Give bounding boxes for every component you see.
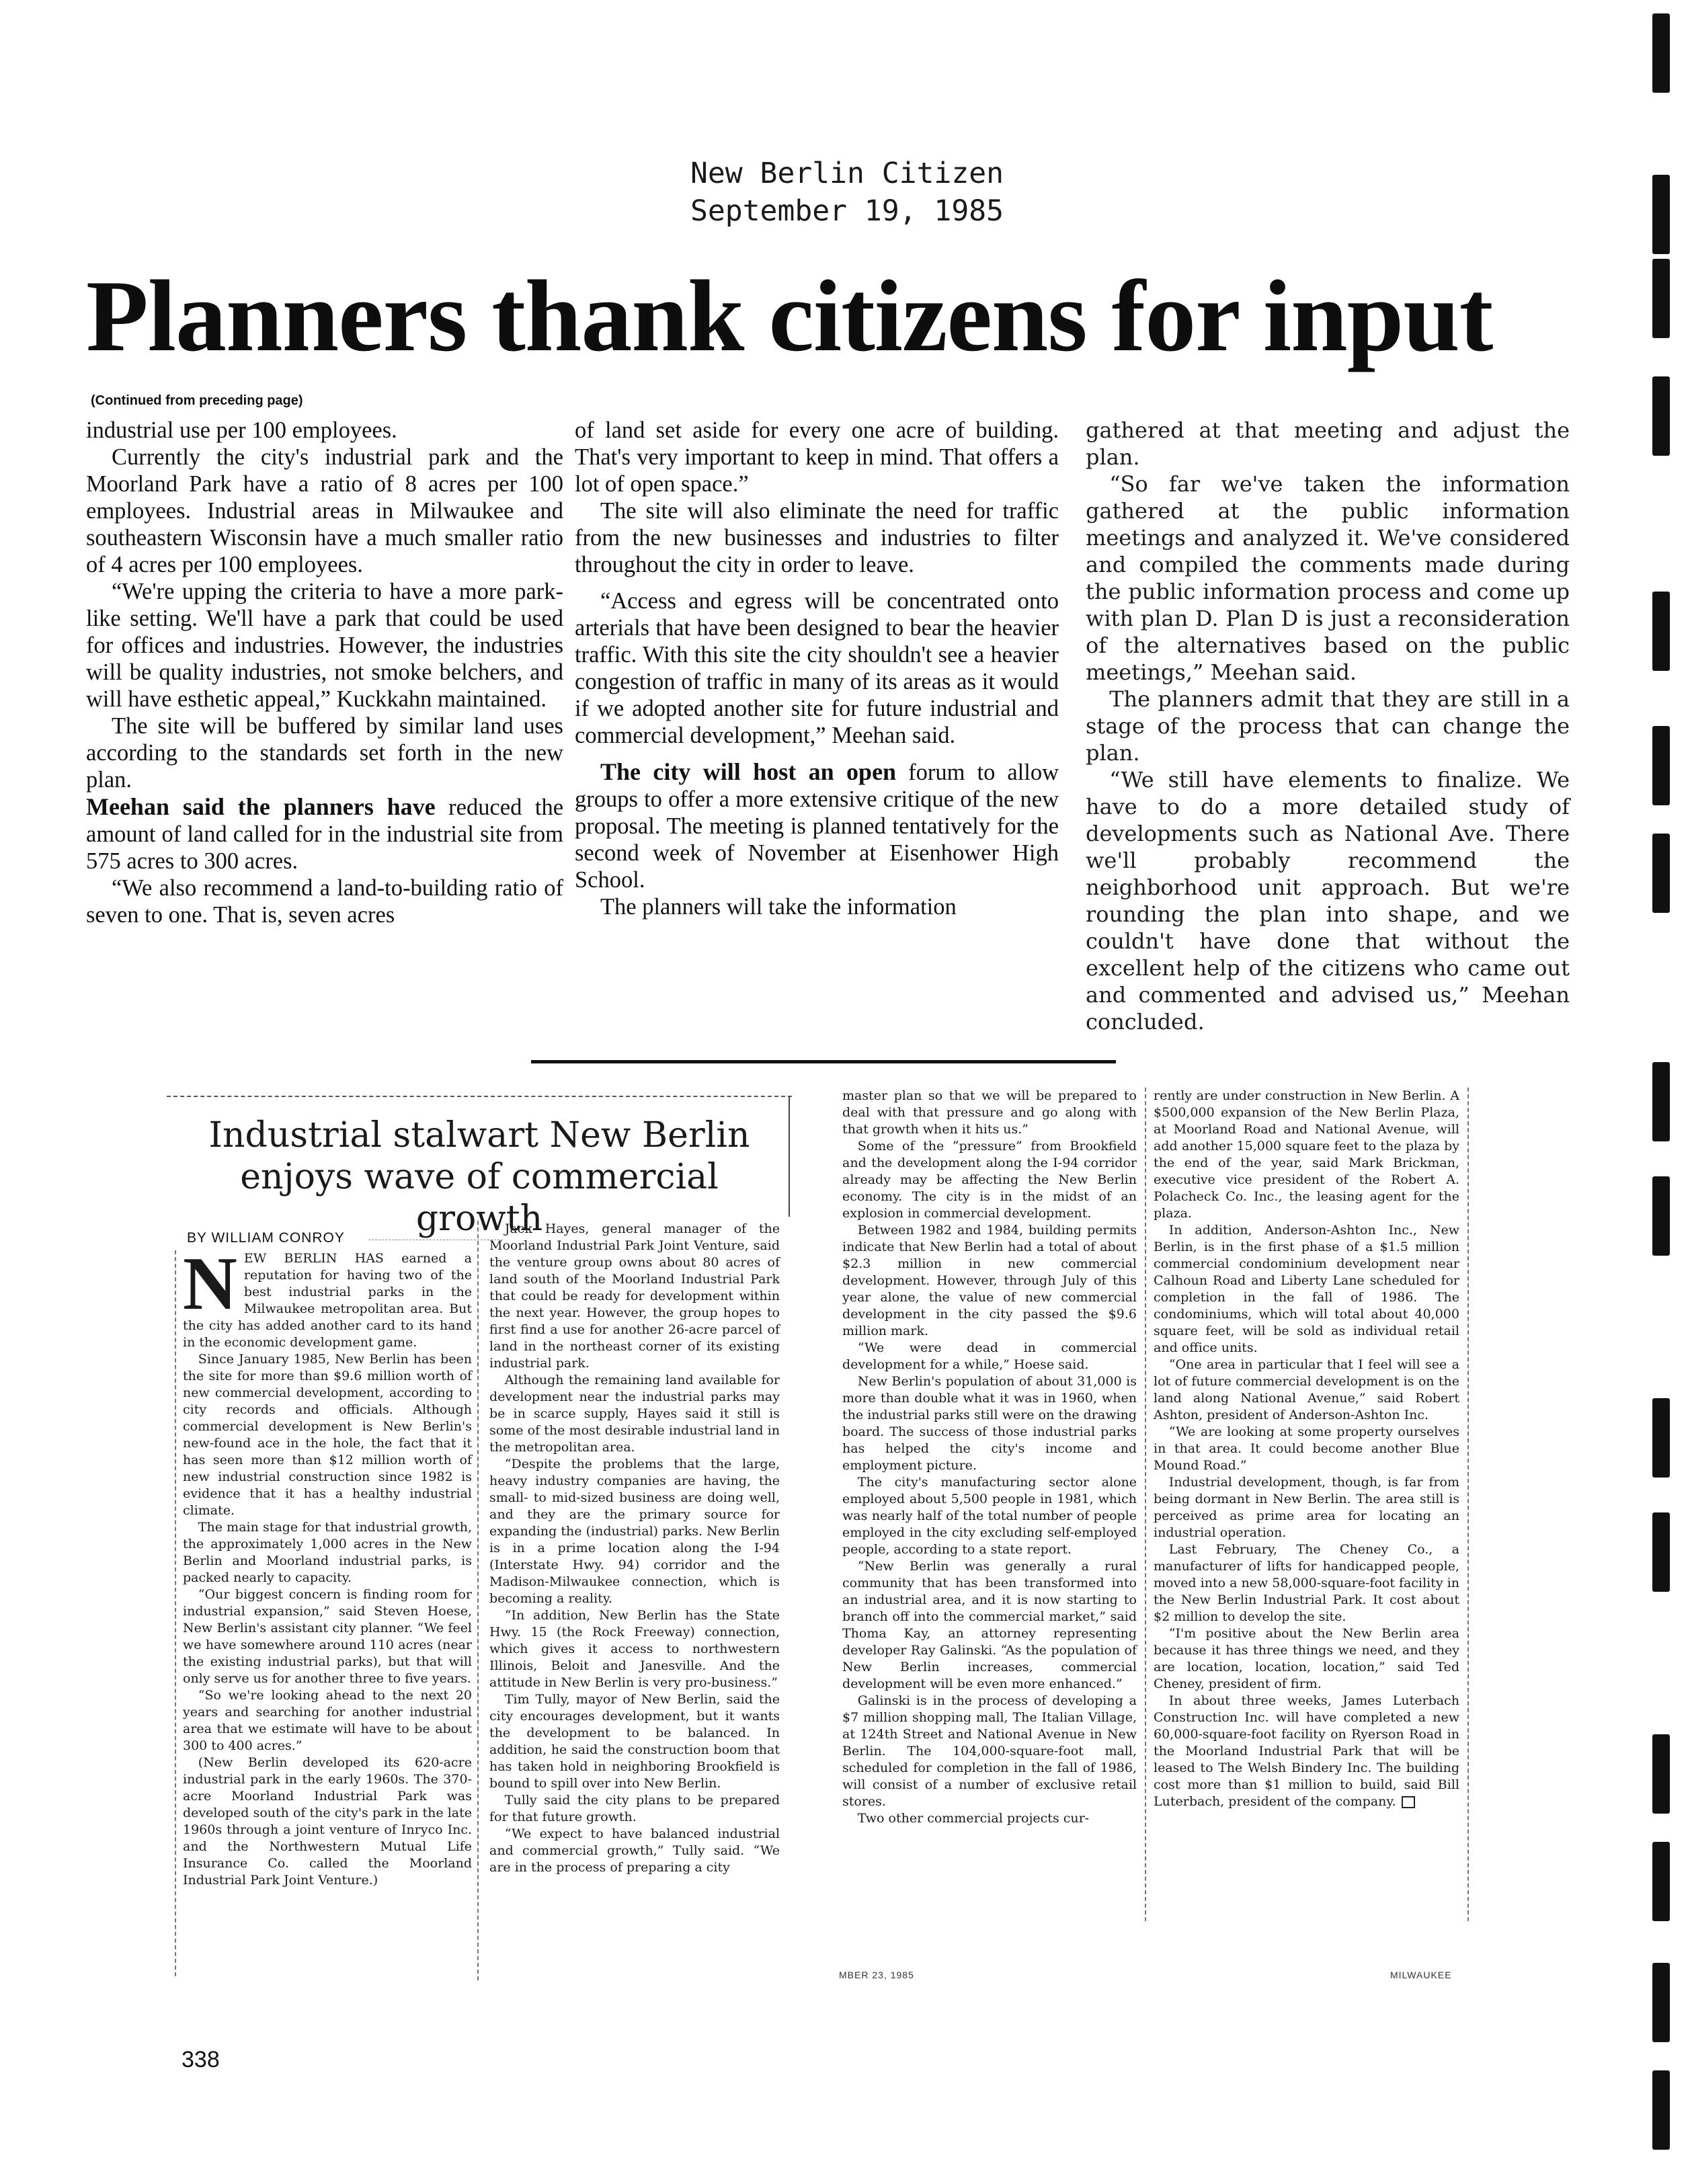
magazine-clipping <box>167 1088 1471 1990</box>
article-column-3 <box>1086 417 1570 1035</box>
paragraph: “We are looking at some property ourselves in that area. It could become another Blue Mound Road.” <box>1154 1424 1459 1473</box>
lead-text: forum to allow groups to offer a more extensive critique of the new proposal. The meeting is planned tentatively for the second week of November at Eisenhower High School. <box>575 760 1059 893</box>
publication-date: September 19, 1985 <box>690 194 1004 228</box>
paragraph: “We still have elements to finalize. We have to do a more detailed study of developments such as National Ave. There we'll probably recommend the neighborhood unit approach. But we're rounding the plan into shape, and we couldn't have done that without the excellent help of the citizens who came out and commented and advised us,” Meehan concluded. <box>1086 767 1570 1035</box>
source-line <box>632 155 1062 230</box>
article-column-2 <box>575 417 1059 920</box>
binding-mark <box>1652 1963 1670 2042</box>
publication-name: New Berlin Citizen <box>690 157 1004 190</box>
clipping-footer-publication: MILWAUKEE <box>1390 1970 1452 1980</box>
paragraph: “One area in particular that I feel will see a lot of future commercial development is on the land along National Avenue,” said Robert Ashton, president of Anderson-Ashton Inc. <box>1154 1357 1459 1422</box>
page-number: 338 <box>182 2047 220 2072</box>
lead-in: The city will host an open <box>600 758 897 785</box>
paragraph: The planners admit that they are still in a stage of the process that can change the plan. <box>1086 686 1570 766</box>
clipping-column-4 <box>1154 1088 1459 1810</box>
end-mark-icon <box>1402 1796 1415 1808</box>
binding-mark <box>1652 1512 1670 1592</box>
clipping-headline-line: enjoys wave of commercial growth <box>240 1157 719 1239</box>
paragraph: Last February, The Cheney Co., a manufacturer of lifts for handicapped people, moved into a new 58,000-square-foot facility in the New Berlin Industrial Park. It cost about $2 million to develop the site. <box>1154 1542 1459 1624</box>
paragraph: rently are under construction in New Berlin. A $500,000 expansion of the New Berlin Plaza, at Moorland Road and National Avenue, will add another 15,000 square feet to the plaza by the end of the year, said Mark Brickman, executive vice president of the Robert A. Polacheck Co. Inc., the leasing agent for the plaza. <box>1154 1088 1459 1221</box>
clipping-footer-date: MBER 23, 1985 <box>839 1970 914 1980</box>
lead-in: Meehan said the planners have <box>86 793 436 820</box>
binding-mark <box>1652 1062 1670 1141</box>
paragraph: “We were dead in commercial development for a while,” Hoese said. <box>842 1340 1137 1372</box>
column-separator <box>1145 1088 1146 1921</box>
continued-note: (Continued from preceding page) <box>91 393 303 408</box>
binding-mark <box>1652 175 1670 254</box>
paragraph: The site will be buffered by similar land uses according to the standards set forth in the new plan. <box>86 713 563 793</box>
binding-mark <box>1652 13 1670 93</box>
binding-mark <box>1652 834 1670 913</box>
paragraph: “In addition, New Berlin has the State Hwy. 15 (the Rock Freeway) connection, which gives it access to northwestern Illinois, Beloit and Janesville. And the attitude in New Berlin is very pro-business.” <box>489 1608 780 1690</box>
binding-mark <box>1652 2070 1670 2150</box>
paragraph: “We also recommend a land-to-building ratio of seven to one. That is, seven acres <box>86 875 563 928</box>
lead-text: reduced the amount of land called for in the industrial site from 575 acres to 300 acres. <box>86 795 564 874</box>
paragraph: New Berlin's population of about 31,000 is more than double what it was in 1960, when the industrial parks still were on the drawing board. The success of those industrial parks has helped the city's income and employment picture. <box>842 1374 1137 1473</box>
section-divider <box>531 1060 1116 1063</box>
paragraph: “Access and egress will be concentrated onto arterials that have been designed to bear the heavier traffic. With this site the city shouldn't see a heavier congestion of traffic in many of its areas as it would if we adopted another site for future industrial and commercial development,” Meehan said. <box>575 588 1059 748</box>
binding-marks <box>1652 0 1673 2184</box>
clipping-column-1 <box>183 1242 472 1889</box>
paragraph: The main stage for that industrial growth, the approximately 1,000 acres in the New Berlin and Moorland industrial parks, is packed nearly to capacity. <box>183 1520 472 1585</box>
paragraph: Jack Hayes, general manager of the Moorland Industrial Park Joint Venture, said the venture group owns about 80 acres of land south of the Moorland Industrial Park that could be ready for development within the next year. However, the group hopes to first find a use for another 26-acre parcel of land in the northeast corner of its existing industrial park. <box>489 1221 780 1371</box>
paragraph: “Despite the problems that the large, heavy industry companies are having, the small- to mid-sized business are doing well, and they are the primary source for expanding the (industrial) parks. New Berlin is in a prime location along the I-94 (Interstate Hwy. 94) corridor and the Madison-Milwaukee connection, which is becoming a reality. <box>489 1457 780 1606</box>
paragraph: (New Berlin developed its 620-acre industrial park in the early 1960s. The 370-acre Moorland Industrial Park was developed south of the city's park in the late 1960s through a joint venture of Inryco Inc. and the Northwestern Mutual Life Insurance Co. called the Moorland Industrial Park Joint Venture.) <box>183 1755 472 1888</box>
article-column-1 <box>86 417 563 928</box>
binding-mark <box>1652 592 1670 671</box>
binding-mark <box>1652 1734 1670 1814</box>
binding-mark <box>1652 1398 1670 1478</box>
paragraph: Some of the “pressure” from Brookfield and the development along the I-94 corridor already may be affecting the New Berlin economy. The city is in the midst of an explosion in commercial development. <box>842 1139 1137 1221</box>
binding-mark <box>1652 1176 1670 1256</box>
binding-mark <box>1652 1842 1670 1921</box>
paragraph: The planners will take the information <box>600 894 957 920</box>
paragraph: Between 1982 and 1984, building permits indicate that New Berlin had a total of about $2.3 million in new commercial development. However, through July of this year alone, the value of new commercial development in the city passed the $9.6 million mark. <box>842 1223 1137 1338</box>
lead-text: EW BERLIN HAS earned a reputation for having two of the best industrial parks in the Milwaukee metropolitan area. But the city has added another card to its hand in the economic development game. <box>183 1251 472 1350</box>
paragraph: “So far we've taken the information gathered at the public information meetings and analyzed it. We've considered and compiled the comments made during the public information process and come up with plan D. Plan D is just a reconsideration of the alternatives based on the public meetings,” Meehan said. <box>1086 471 1570 685</box>
paragraph-text: In about three weeks, James Luterbach Construction Inc. will have completed a new 60,000-square-foot facility on Ryerson Road in the Moorland Industrial Park that will be leased to The Welsh Bindery Inc. The building cost more than $1 million to build, said Bill Luterbach, president of the company. <box>1154 1693 1459 1809</box>
paragraph: Tully said the city plans to be prepared for that future growth. <box>489 1793 780 1824</box>
paragraph: industrial use per 100 employees. <box>86 417 397 443</box>
paragraph: “We're upping the criteria to have a more park-like setting. We'll have a park that could be used for offices and industries. However, the industries will be quality industries, not smoke belchers, and will have esthetic appeal,” Kuckkahn maintained. <box>86 579 563 712</box>
column-separator <box>1467 1088 1469 1921</box>
paragraph: “We expect to have balanced industrial and commercial growth,” Tully said. “We are in the process of preparing a city <box>489 1826 780 1875</box>
column-separator <box>477 1221 479 1980</box>
paragraph: Two other commercial projects cur- <box>857 1811 1090 1826</box>
paragraph: Industrial development, though, is far from being dormant in New Berlin. The area still is perceived as prime area for locating an industrial operation. <box>1154 1475 1459 1540</box>
paragraph: “So we're looking ahead to the next 20 years and searching for another industrial area that we estimate will have to be about 300 to 400 acres.” <box>183 1688 472 1753</box>
paragraph <box>1154 1693 1459 1810</box>
clipping-headline-line: Industrial stalwart New Berlin <box>208 1115 750 1156</box>
headline: Planners thank citizens for input <box>86 259 1493 372</box>
clipping-border <box>167 1096 792 1098</box>
paragraph <box>575 758 1059 893</box>
binding-mark <box>1652 376 1670 456</box>
paragraph: Tim Tully, mayor of New Berlin, said the city encourages development, but it wants the development to be balanced. In addition, he said the construction boom that has taken hold in neighboring Brookfield is bound to spill over into New Berlin. <box>489 1692 780 1791</box>
paragraph: gathered at that meeting and adjust the plan. <box>1086 417 1570 470</box>
binding-mark <box>1652 726 1670 805</box>
clipping-border <box>789 1096 791 1217</box>
drop-cap: N <box>183 1242 237 1326</box>
byline: BY WILLIAM CONROY <box>187 1230 345 1246</box>
paragraph <box>86 793 563 875</box>
paragraph: The city's manufacturing sector alone employed about 5,500 people in 1981, which was nearly half of the total number of people employed in the city excluding self-employed people, according to a state report. <box>842 1475 1137 1557</box>
paragraph: “I'm positive about the New Berlin area because it has three things we need, and they are location, location, location,” said Ted Cheney, president of firm. <box>1154 1626 1459 1691</box>
paragraph: “Our biggest concern is finding room for industrial expansion,” said Steven Hoese, New Berlin's assistant city planner. “We feel we have somewhere around 110 acres (near the existing industrial parks), but that will only serve us for another three to five years. <box>183 1587 472 1686</box>
paragraph: of land set aside for every one acre of building. That's very important to keep in mind. That offers a lot of open space.” <box>575 417 1059 497</box>
paragraph: Currently the city's industrial park and the Moorland Park have a ratio of 8 acres per 100 employees. Industrial areas in Milwaukee and southeastern Wisconsin have a much smaller ratio of 4 acres per 100 employees. <box>86 444 563 577</box>
binding-mark <box>1652 259 1670 338</box>
clipping-column-3 <box>842 1088 1137 1827</box>
paragraph: master plan so that we will be prepared to deal with that pressure and go along with that growth when it hits us.” <box>842 1088 1137 1137</box>
paragraph: The site will also eliminate the need for traffic from the new businesses and industries to filter throughout the city in order to leave. <box>575 498 1059 577</box>
paragraph: Although the remaining land available for development near the industrial parks may be in scarce supply, Hayes said it still is some of the most desirable industrial land in the metropolitan area. <box>489 1373 780 1455</box>
paragraph: Galinski is in the process of developing a $7 million shopping mall, The Italian Village, at 124th Street and National Avenue in New Berlin. The 104,000-square-foot mall, scheduled for completion in the fall of 1986, will consist of a number of exclusive retail stores. <box>842 1693 1137 1809</box>
paragraph: In addition, Anderson-Ashton Inc., New Berlin, is in the first phase of a $1.5 million commercial condominium development near Calhoun Road and Liberty Lane scheduled for completion in the fall of 1986. The condominiums, which will total about 40,000 square feet, will be sold as individual retail and office units. <box>1154 1223 1459 1355</box>
paragraph <box>183 1242 472 1351</box>
column-separator <box>175 1250 176 1976</box>
paragraph: Since January 1985, New Berlin has been the site for more than $9.6 million worth of new commercial development, according to city records and officials. Although commercial development is New Berlin's new-found ace in the hole, the fact that it has seen more than $12 million worth of new industrial construction since 1982 is evidence that it has a healthy industrial climate. <box>183 1352 472 1518</box>
paragraph: “New Berlin was generally a rural community that has been transformed into an industrial area, and it is now starting to branch off into the commercial market,” said Thoma Kay, an attorney representing developer Ray Galinski. “As the population of New Berlin increases, commercial development will be even more enhanced.” <box>842 1559 1137 1691</box>
clipping-column-2 <box>489 1221 780 1876</box>
